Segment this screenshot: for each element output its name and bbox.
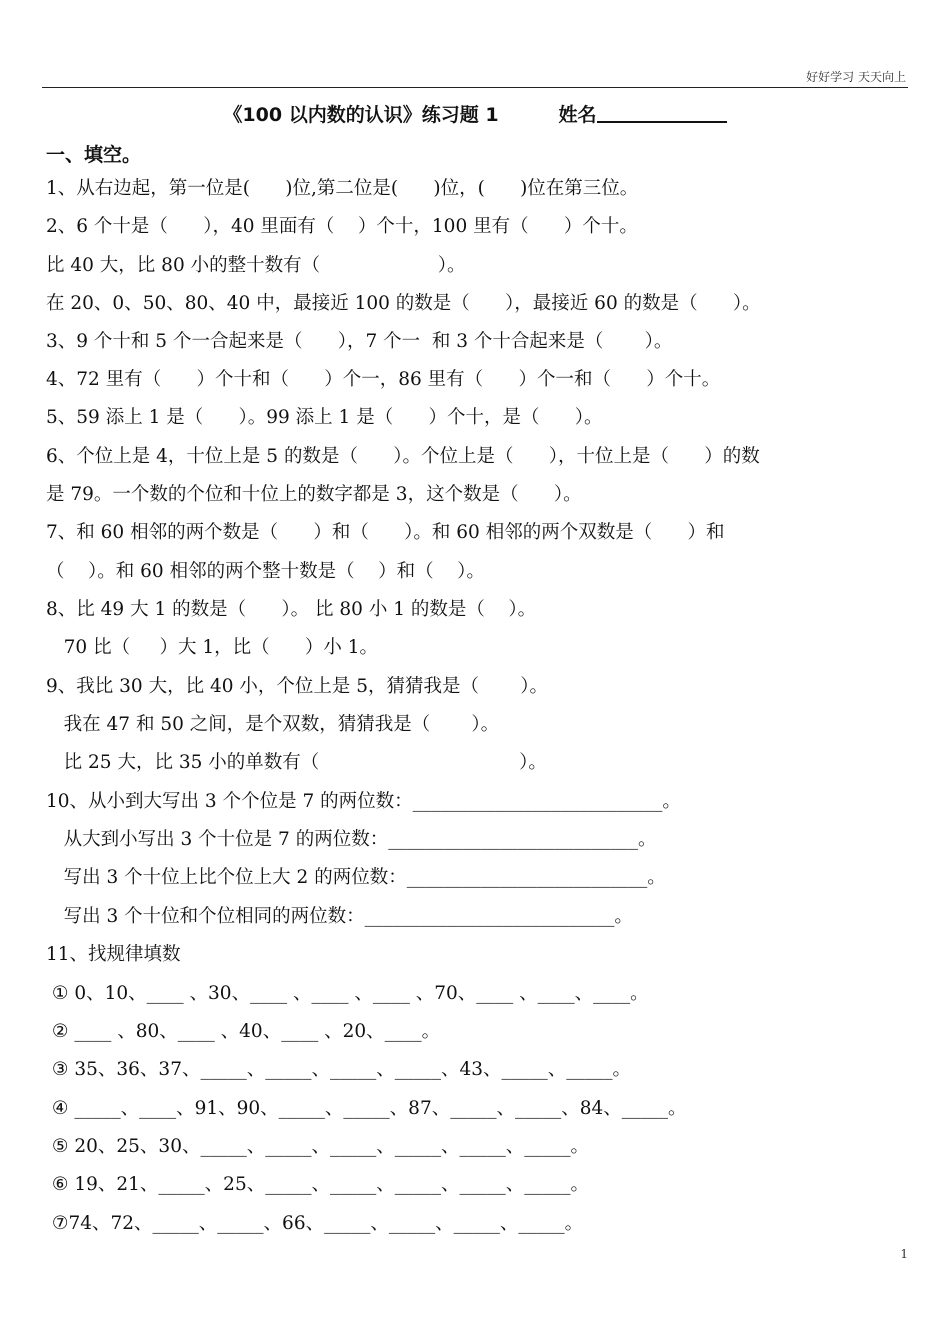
- question-line: 10、从小到大写出 3 个个位是 7 的两位数：___________________________。: [46, 791, 681, 812]
- question-line: 比 25 大，比 35 小的单数有（ ）。: [46, 752, 547, 773]
- name-label: 姓名: [558, 104, 597, 126]
- question-line: 在 20、0、50、80、40 中，最接近 100 的数是（ ），最接近 60 的数是（ ）。: [46, 293, 761, 314]
- question-line: 3、9 个十和 5 个一合起来是（ ），7 个一 和 3 个十合起来是（ ）。: [46, 331, 673, 352]
- question-line: 从大到小写出 3 个十位是 7 的两位数：___________________________。: [46, 829, 657, 850]
- question-line: 写出 3 个十位和个位相同的两位数：___________________________。: [46, 906, 633, 927]
- question-line: 1、从右边起，第一位是( )位,第二位是( )位，( )位在第三位。: [46, 178, 639, 199]
- question-line: 6、个位上是 4，十位上是 5 的数是（ ）。个位上是（ ），十位上是（ ）的数: [46, 446, 760, 467]
- question-line: 5、59 添上 1 是（ ）。99 添上 1 是（ ）个十，是（ ）。: [46, 407, 603, 428]
- question-line: 7、和 60 相邻的两个数是（ ）和（ ）。和 60 相邻的两个双数是（ ）和: [46, 522, 725, 543]
- question-line: ④ _____、____、91、90、_____、_____、87、_____、_____、84、_____。: [46, 1098, 687, 1119]
- question-line: 8、比 49 大 1 的数是（ ）。 比 80 小 1 的数是（ ）。: [46, 599, 537, 620]
- section-heading: 一、填空。: [46, 144, 142, 166]
- question-line: ⑦74、72、_____、_____、66、_____、_____、_____、_____。: [46, 1213, 584, 1234]
- question-line: ① 0、10、____ 、30、____ 、____ 、____ 、70、____ 、____、____。: [46, 983, 649, 1004]
- question-line: ⑤ 20、25、30、_____、_____、_____、_____、_____、_____。: [46, 1136, 589, 1157]
- header-divider: [42, 87, 908, 88]
- question-line: 70 比（ ）大 1，比（ ）小 1。: [46, 637, 379, 658]
- header-motto: 好好学习 天天向上: [806, 70, 906, 84]
- question-line: ② ____ 、80、____ 、40、____ 、20、____。: [46, 1021, 441, 1042]
- question-line: 2、6 个十是（ ），40 里面有（ ）个十，100 里有（ ）个十。: [46, 216, 638, 237]
- question-line: 9、我比 30 大，比 40 小，个位上是 5，猜猜我是（ ）。: [46, 676, 548, 697]
- question-line: 是 79。一个数的个位和十位上的数字都是 3，这个数是（ ）。: [46, 484, 582, 505]
- question-line: 比 40 大，比 80 小的整十数有（ ）。: [46, 255, 466, 276]
- page-title: [0, 100, 950, 127]
- question-line: 写出 3 个十位上比个位上大 2 的两位数：__________________________。: [46, 867, 666, 888]
- question-line: 4、72 里有（ ）个十和（ ）个一，86 里有（ ）个一和（ ）个十。: [46, 369, 721, 390]
- question-line: 我在 47 和 50 之间，是个双数，猜猜我是（ ）。: [46, 714, 500, 735]
- question-line: ⑥ 19、21、_____、25、_____、_____、_____、_____、_____。: [46, 1174, 589, 1195]
- page-number: 1: [900, 1247, 908, 1261]
- title-text: 《100 以内数的认识》练习题 1: [223, 104, 499, 126]
- name-input-line[interactable]: [597, 103, 727, 123]
- question-line: 11、找规律填数: [46, 944, 181, 965]
- question-line: （ ）。和 60 相邻的两个整十数是（ ）和（ ）。: [46, 561, 485, 582]
- question-line: ③ 35、36、37、_____、_____、_____、_____、43、_____、_____。: [46, 1059, 632, 1080]
